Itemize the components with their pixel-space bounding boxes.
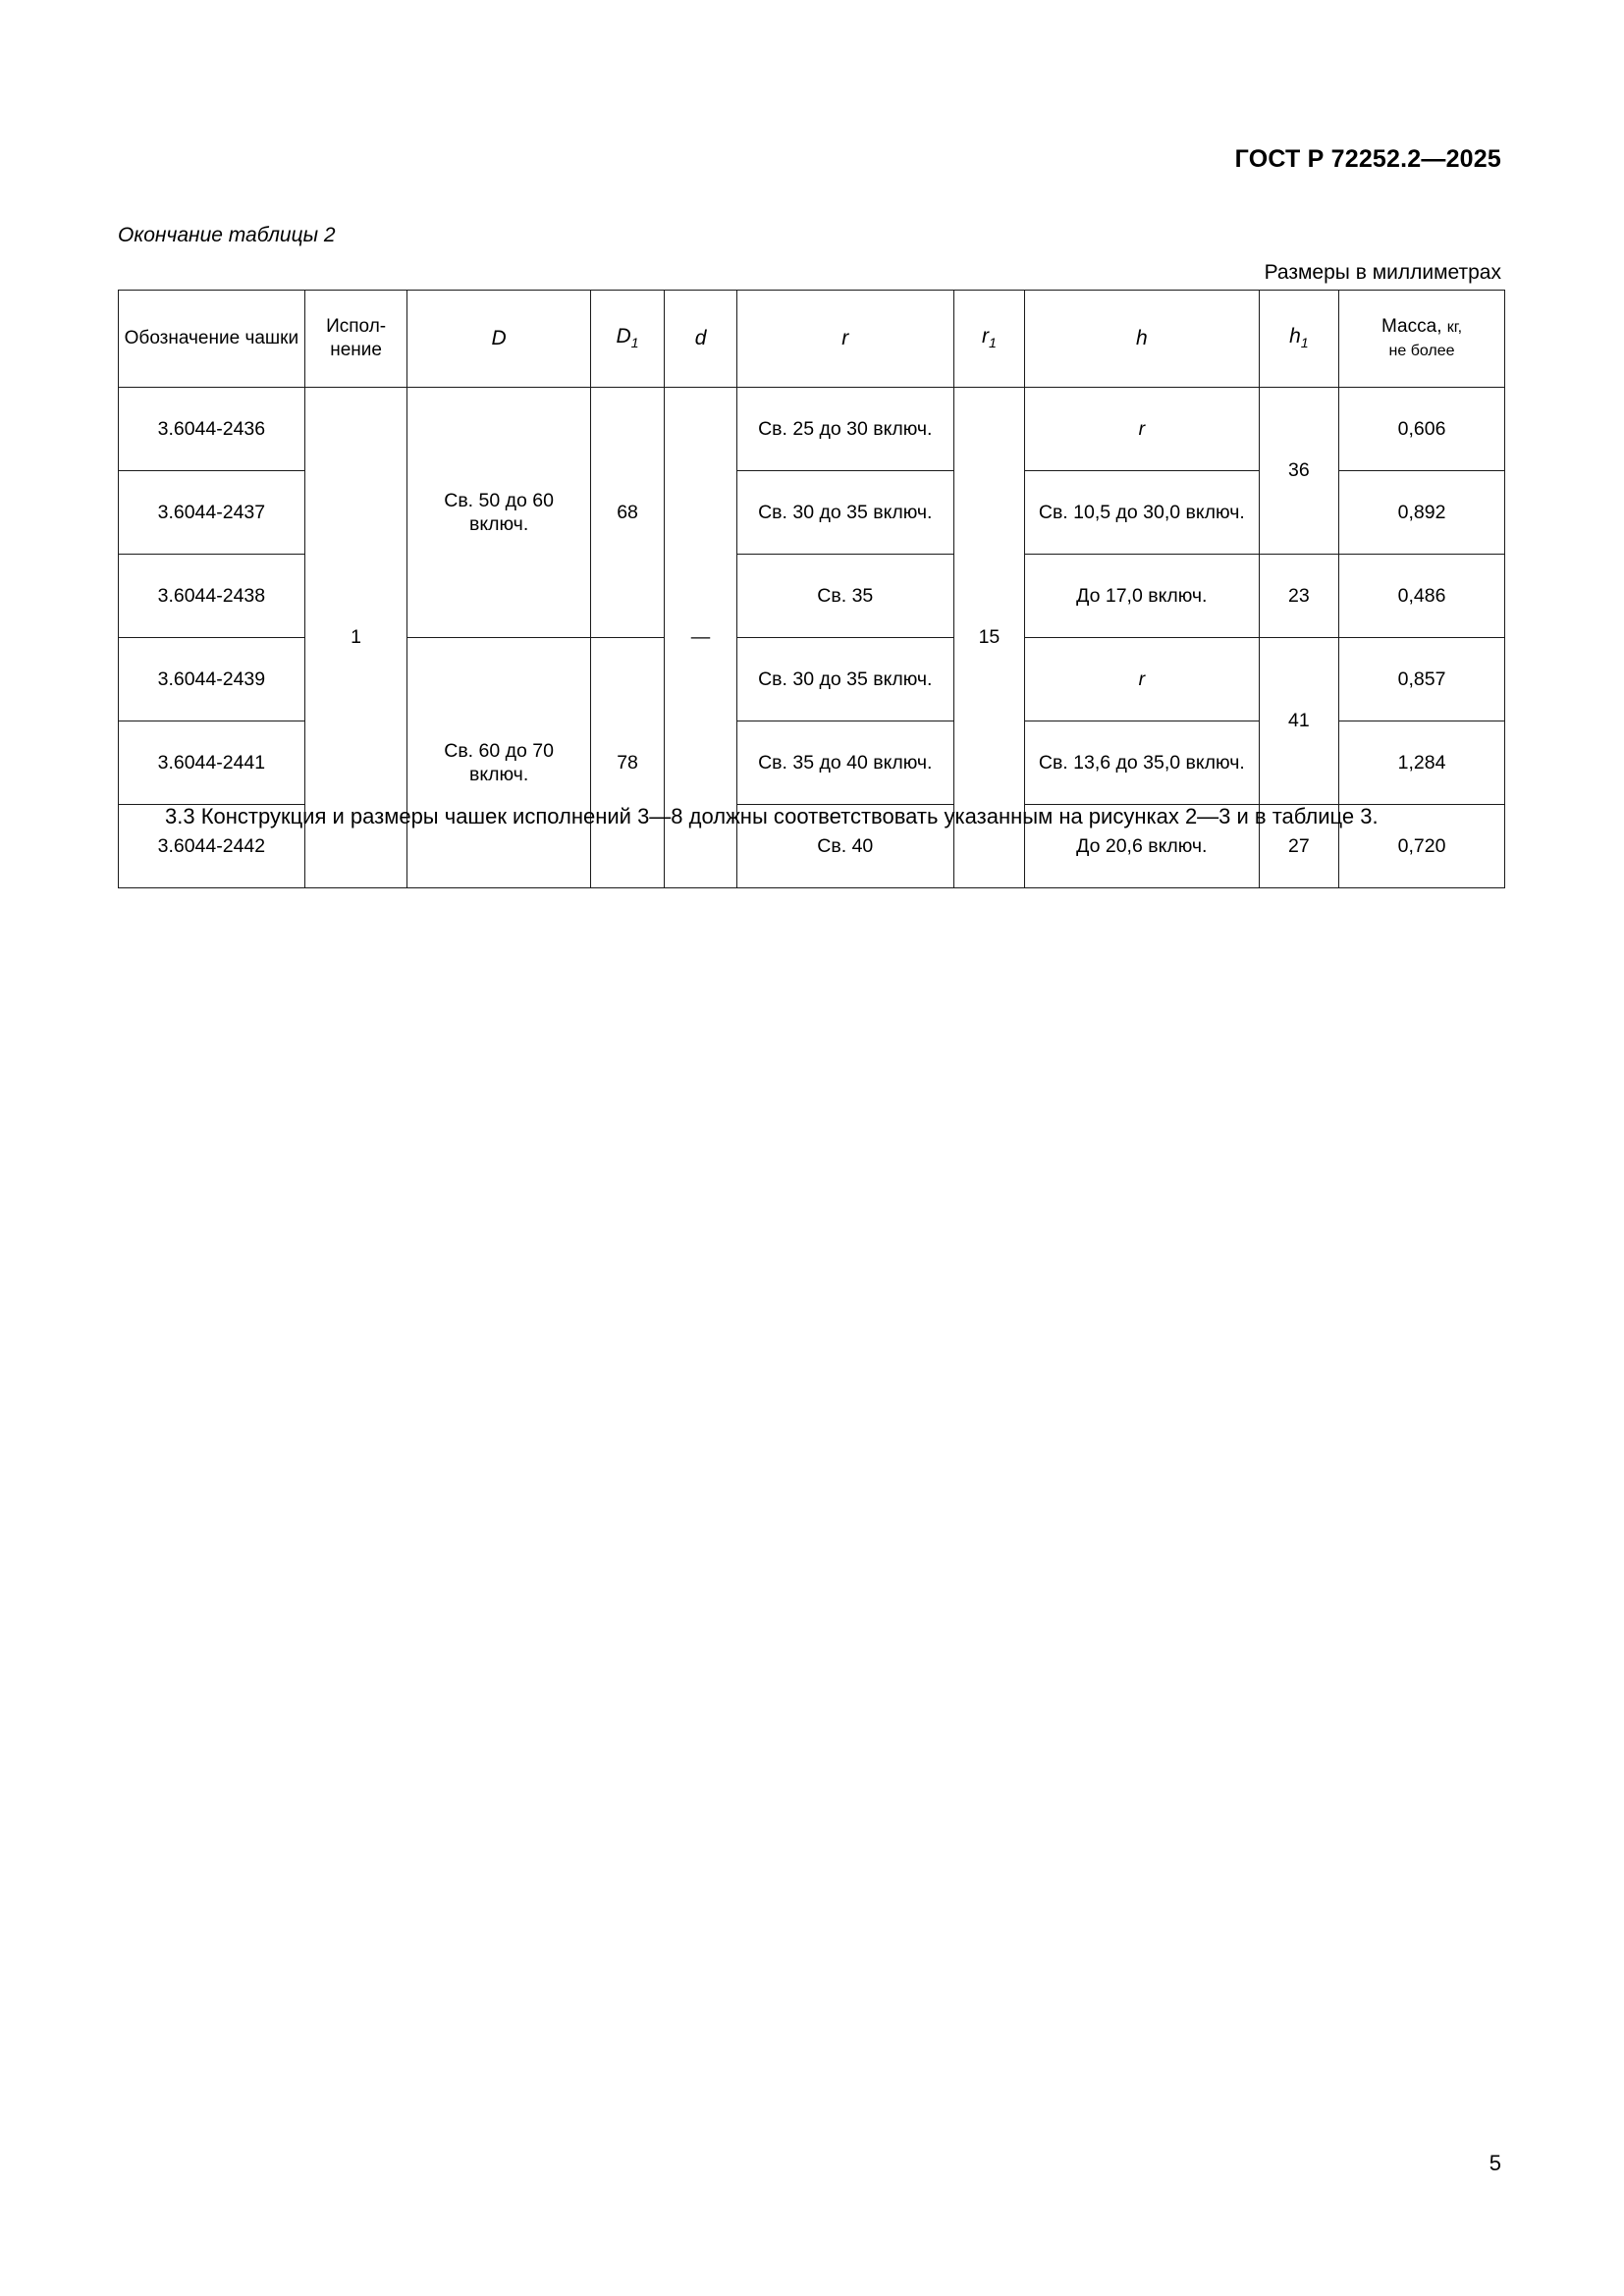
header-h: h (1025, 291, 1260, 388)
cell-h: До 20,6 включ. (1025, 805, 1260, 888)
cell-r1: 15 (953, 388, 1024, 888)
cell-D1: 78 (590, 638, 665, 888)
table-caption: Окончание таблицы 2 (118, 224, 336, 246)
cell-designation: 3.6044-2436 (119, 388, 305, 471)
cell-h1: 27 (1259, 805, 1338, 888)
cell-designation: 3.6044-2438 (119, 555, 305, 638)
page-number: 5 (1489, 2151, 1501, 2175)
cell-r: Св. 25 до 30 включ. (736, 388, 953, 471)
header-h1: $h_1$ (1259, 291, 1338, 388)
cell-execution: 1 (304, 388, 407, 888)
table-header-row (119, 291, 1505, 388)
cell-h: Св. 10,5 до 30,0 включ. (1025, 471, 1260, 555)
table-2-continuation (118, 290, 1505, 888)
cell-designation: 3.6044-2437 (119, 471, 305, 555)
cell-D1: 68 (590, 388, 665, 638)
cell-mass: 0,486 (1339, 555, 1505, 638)
dimensions-table (118, 290, 1505, 888)
paragraph-text: 3.3 Конструкция и размеры чашек исполнений 3—8 должны соответствовать указанным на рисунках 2—3 и в таблице 3. (165, 804, 1379, 828)
cell-mass: 0,892 (1339, 471, 1505, 555)
cell-h: r (1025, 388, 1260, 471)
cell-designation: 3.6044-2439 (119, 638, 305, 721)
cell-mass: 0,857 (1339, 638, 1505, 721)
cell-h: До 17,0 включ. (1025, 555, 1260, 638)
cell-designation: 3.6044-2441 (119, 721, 305, 805)
cell-h1: 23 (1259, 555, 1338, 638)
cell-h: Св. 13,6 до 35,0 включ. (1025, 721, 1260, 805)
units-note: Размеры в миллиметрах (1264, 261, 1501, 284)
cell-D: Св. 60 до 70 включ. (407, 638, 590, 888)
header-mass: Масса, кг, не более (1339, 291, 1505, 388)
header-designation: Обозначение чашки (119, 291, 305, 388)
header-r1: $r_1$ (953, 291, 1024, 388)
cell-h: r (1025, 638, 1260, 721)
cell-mass: 0,606 (1339, 388, 1505, 471)
cell-d: — (665, 388, 736, 888)
cell-mass: 0,720 (1339, 805, 1505, 888)
cell-h1: 41 (1259, 638, 1338, 805)
header-D: D (407, 291, 590, 388)
page-header-standard-number: ГОСТ Р 72252.2—2025 (1234, 145, 1501, 173)
cell-r: Св. 30 до 35 включ. (736, 638, 953, 721)
cell-r: Св. 40 (736, 805, 953, 888)
cell-mass: 1,284 (1339, 721, 1505, 805)
body-paragraph (118, 800, 1504, 832)
header-D1: $D_1$ (590, 291, 665, 388)
cell-r: Св. 35 (736, 555, 953, 638)
header-r: r (736, 291, 953, 388)
header-execution: Испол- нение (304, 291, 407, 388)
table-row (119, 388, 1505, 471)
cell-designation: 3.6044-2442 (119, 805, 305, 888)
cell-h1: 36 (1259, 388, 1338, 555)
cell-r: Св. 35 до 40 включ. (736, 721, 953, 805)
cell-r: Св. 30 до 35 включ. (736, 471, 953, 555)
header-d: d (665, 291, 736, 388)
cell-D: Св. 50 до 60 включ. (407, 388, 590, 638)
